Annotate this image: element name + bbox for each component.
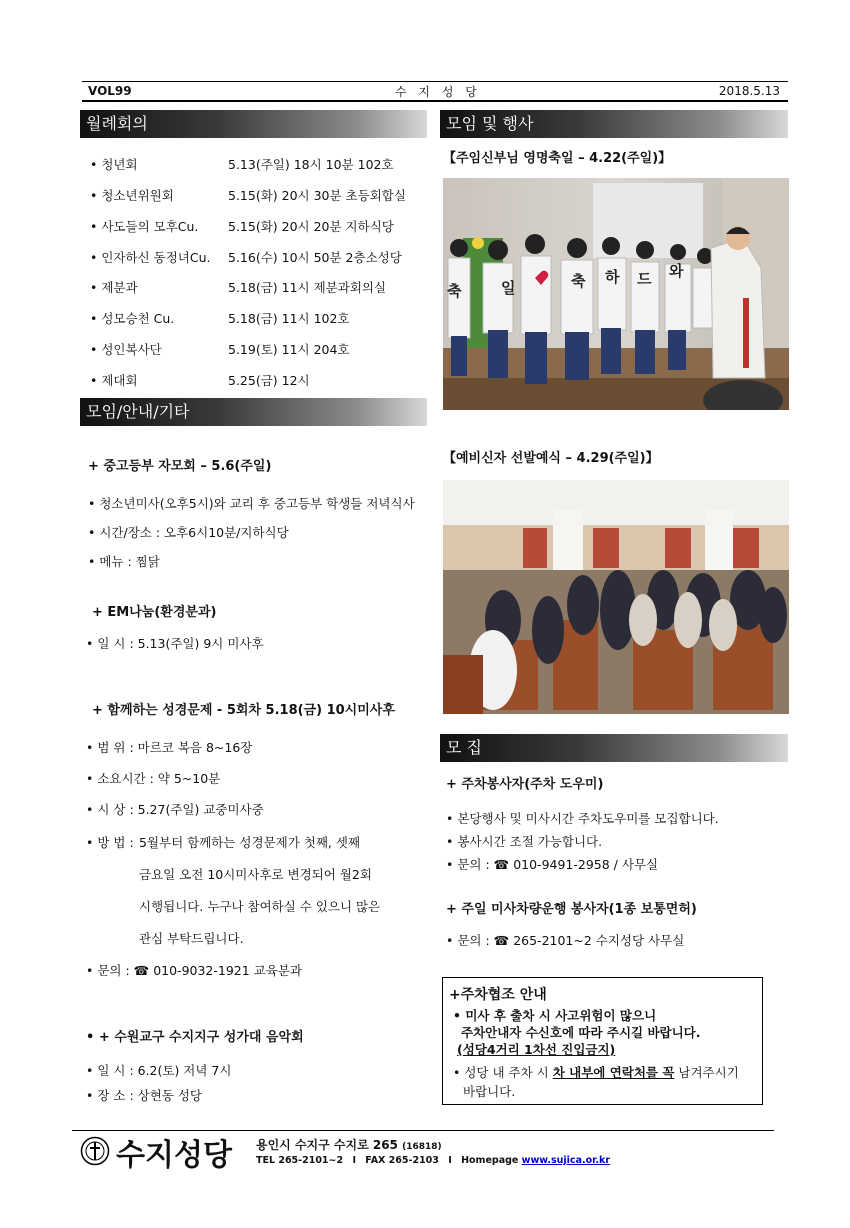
bible-quiz-heading: + 함께하는 성경문제 - 5회차 5.18(금) 10시미사후	[92, 703, 395, 718]
meeting-name: • 사도들의 모후Cu.	[90, 219, 199, 234]
meeting-row	[90, 248, 420, 266]
bible-method-line: 관심 부탁드립니다.	[139, 931, 244, 946]
shirt-letter: 축	[447, 282, 462, 300]
em-line: • 일 시 : 5.13(주일) 9시 미사후	[86, 636, 264, 651]
footer-address-text: 용인시 수지구 수지로 265	[256, 1138, 398, 1152]
issue-date: 2018.5.13	[718, 84, 780, 98]
bible-contact-label: • 문의 :	[86, 963, 134, 978]
meeting-row	[90, 309, 420, 327]
meeting-info: 5.15(화) 20시 30분 초등회합실	[228, 188, 406, 203]
choir-concert-heading: • + 수원교구 수지지구 성가대 음악회	[86, 1030, 304, 1045]
meeting-name: • 제대회	[90, 373, 138, 388]
feast-day-photo	[443, 178, 789, 410]
bible-contact	[86, 961, 302, 979]
meeting-row	[90, 155, 420, 173]
photo-caption-feast: 【주임신부님 영명축일 – 4.22(주일)】	[443, 151, 672, 166]
driver-volunteer-heading: + 주일 미사차량운행 봉사자(1종 보통면허)	[446, 902, 697, 917]
driver-contact-label: • 문의 :	[446, 933, 494, 948]
parking-notice-line: 주차안내자 수신호에 따라 주시길 바랍니다.	[461, 1025, 701, 1040]
meeting-name: • 제분과	[90, 280, 138, 295]
election-rite-photo-image	[443, 480, 789, 714]
shirt-letter: 하	[605, 268, 620, 286]
footer-tel: TEL 265-2101~2	[256, 1155, 344, 1166]
shirt-letter: 일	[501, 279, 516, 297]
section-monthly-meetings: 월례회의	[80, 110, 427, 138]
em-heading: + EM나눔(환경분과)	[92, 605, 217, 620]
header-bottom-rule	[82, 100, 788, 102]
choir-line: • 일 시 : 6.2(토) 저녁 7시	[86, 1063, 232, 1078]
meeting-name: • 성모승천 Cu.	[90, 311, 175, 326]
parking-notice-box	[442, 977, 763, 1105]
meeting-info: 5.16(수) 10시 50분 2층소성당	[228, 250, 402, 265]
bible-method-line: 금요일 오전 10시미사후로 변경되어 월2회	[139, 867, 372, 882]
bible-range: • 범 위 : 마르코 복음 8~16장	[86, 740, 253, 755]
header-top-rule	[82, 81, 788, 82]
shirt-letter: 드	[637, 270, 652, 288]
footer-address	[256, 1136, 442, 1153]
meeting-row	[90, 186, 420, 204]
footer-zip: (16818)	[402, 1142, 442, 1152]
parking-line: • 본당행사 및 미사시간 주차도우미를 모집합니다.	[446, 811, 719, 826]
parking-notice-title: +주차협조 안내	[449, 987, 547, 1003]
parking-notice-text: • 성당 내 주차 시	[453, 1065, 553, 1080]
bible-contact-phone: 010-9032-1921 교육분과	[153, 963, 302, 978]
bible-award: • 시 상 : 5.27(주일) 교중미사중	[86, 802, 264, 817]
bible-method-line: 5월부터 함께하는 성경문제가 첫째, 셋째	[139, 835, 361, 850]
shirt-letter: 와	[669, 262, 684, 280]
newsletter-title: 수 지 성 당	[395, 85, 481, 99]
phone-icon: ☎	[133, 963, 154, 978]
meeting-name: • 청년회	[90, 157, 138, 172]
footer-logo-text: 수지성당	[116, 1138, 232, 1173]
meeting-info: 5.18(금) 11시 102호	[228, 311, 350, 326]
meeting-info: 5.19(토) 11시 204호	[228, 342, 350, 357]
driver-contact	[446, 931, 684, 949]
parking-line: • 봉사시간 조절 가능합니다.	[446, 834, 603, 849]
parents-line: • 메뉴 : 찜닭	[88, 554, 160, 569]
footer-fax: FAX 265-2103	[365, 1155, 439, 1166]
parking-notice-line: • 미사 후 출차 시 사고위험이 많으니	[453, 1008, 657, 1023]
section-misc: 모임/안내/기타	[80, 398, 427, 426]
parking-contact-phone: 010-9491-2958 / 사무실	[513, 857, 659, 872]
parents-line: • 청소년미사(오후5시)와 교리 후 중고등부 학생들 저녁식사	[88, 496, 415, 511]
parking-contact	[446, 855, 658, 873]
parking-contact-label: • 문의 :	[446, 857, 494, 872]
parking-volunteer-heading: + 주차봉사자(주차 도우미)	[446, 777, 604, 792]
meeting-row	[90, 217, 420, 235]
photo-caption-rite: 【예비신자 선발예식 – 4.29(주일)】	[443, 451, 659, 466]
bible-method-line: 시행됩니다. 누구나 참여하실 수 있으니 많은	[139, 899, 381, 914]
meeting-info: 5.15(화) 20시 20분 지하식당	[228, 219, 394, 234]
parking-notice-emphasis: 차 내부에 연락처를 꼭	[552, 1065, 675, 1080]
meeting-name: • 청소년위원회	[90, 188, 174, 203]
parents-line: • 시간/장소 : 오후6시10분/지하식당	[88, 525, 289, 540]
meeting-row	[90, 278, 420, 296]
driver-contact-phone: 265-2101~2 수지성당 사무실	[513, 933, 685, 948]
footer-contact: TEL 265-2101~2 I FAX 265-2103 I Homepage www.sujica.or.kr	[256, 1155, 611, 1166]
meeting-row	[90, 340, 420, 358]
meeting-info: 5.18(금) 11시 제분과회의실	[228, 280, 387, 295]
meeting-name: • 성인복사단	[90, 342, 162, 357]
parking-notice-line: 바랍니다.	[463, 1084, 516, 1099]
footer-homepage-label: Homepage	[461, 1155, 519, 1166]
bible-time: • 소요시간 : 약 5~10분	[86, 771, 221, 786]
meeting-info: 5.13(주일) 18시 10분 102호	[228, 157, 394, 172]
meeting-info: 5.25(금) 12시	[228, 373, 310, 388]
bible-method-label: • 방 법 :	[86, 835, 134, 850]
meeting-row	[90, 371, 420, 389]
parents-meeting-heading: + 중고등부 자모회 – 5.6(주일)	[88, 459, 272, 474]
phone-icon: ☎	[493, 933, 514, 948]
parking-notice-line	[453, 1063, 739, 1081]
feast-day-photo-image	[443, 178, 789, 410]
homepage-link[interactable]: www.sujica.or.kr	[521, 1155, 611, 1166]
election-rite-photo	[443, 480, 789, 714]
volume-number: VOL99	[88, 84, 132, 98]
shirt-letter: 축	[571, 272, 586, 290]
phone-icon: ☎	[493, 857, 514, 872]
choir-line: • 장 소 : 상현동 성당	[86, 1088, 202, 1103]
section-events: 모임 및 행사	[440, 110, 788, 138]
section-recruitment: 모 집	[440, 734, 788, 762]
parking-notice-text: 남겨주시기	[674, 1065, 739, 1080]
meeting-name: • 인자하신 동정녀Cu.	[90, 250, 211, 265]
parking-notice-line: (성당4거리 1차선 진입금지)	[457, 1042, 616, 1057]
church-logo-icon	[80, 1136, 110, 1166]
